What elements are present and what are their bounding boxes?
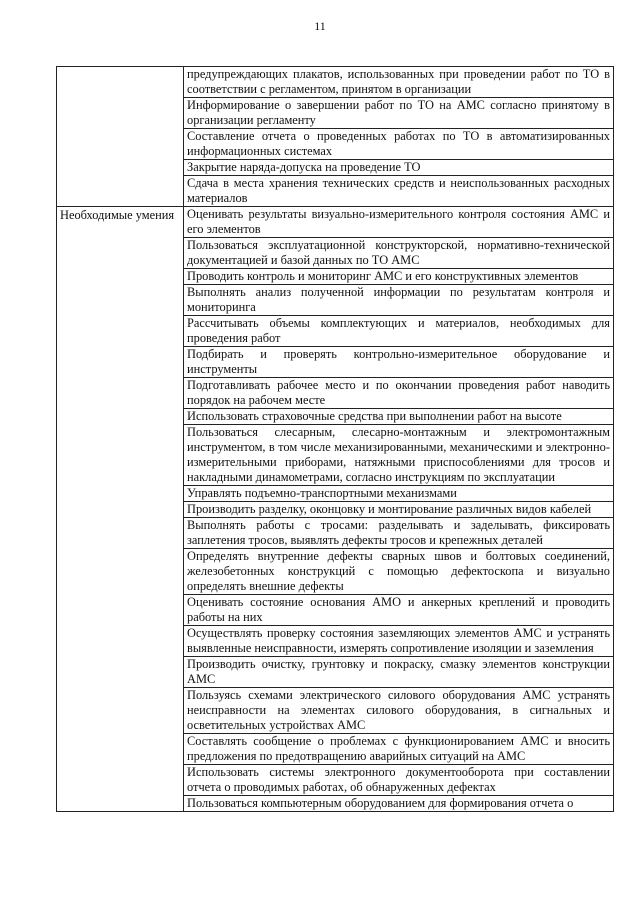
row-text: Составлять сообщение о проблемах с функционированием АМС и вносить предложения по предотвращению аварийных ситуаций на АМС: [184, 734, 614, 765]
row-text: Сдача в места хранения технических средств и неиспользованных расходных материалов: [184, 176, 614, 207]
row-text: Пользоваться слесарным, слесарно-монтажным и электромонтажным инструментом, в том числе механизированными, механическими и электронно-измерительными приборами, натяжными приспособлениями для тросов и накладными динамометрами, согласно инструкциям по эксплуатации: [184, 425, 614, 486]
row-text: Оценивать результаты визуально-измерительного контроля состояния АМС и его элементов: [184, 207, 614, 238]
row-text: Использовать страховочные средства при выполнении работ на высоте: [184, 409, 614, 425]
row-text: Осуществлять проверку состояния заземляющих элементов АМС и устранять выявленные неисправности, измерять сопротивление изоляции и заземления: [184, 626, 614, 657]
row-text: предупреждающих плакатов, использованных при проведении работ по ТО в соответствии с регламентом, принятом в организации: [184, 67, 614, 98]
table-row: [57, 207, 614, 238]
row-text: Рассчитывать объемы комплектующих и материалов, необходимых для проведения работ: [184, 316, 614, 347]
row-text: Управлять подъемно-транспортными механизмами: [184, 486, 614, 502]
row-text: Использовать системы электронного документооборота при составлении отчета о проводимых работах, об обнаруженных дефектах: [184, 765, 614, 796]
table-row: [57, 67, 614, 98]
section-label-cell-empty: [57, 67, 184, 207]
row-text: Закрытие наряда-допуска на проведение ТО: [184, 160, 614, 176]
section-label-cell: [57, 207, 184, 812]
row-text: Производить очистку, грунтовку и покраску, смазку элементов конструкции АМС: [184, 657, 614, 688]
row-text: Проводить контроль и мониторинг АМС и его конструктивных элементов: [184, 269, 614, 285]
row-text: Пользоваться эксплуатационной конструкторской, нормативно-технической документацией и базой данных по ТО АМС: [184, 238, 614, 269]
row-text: Выполнять анализ полученной информации по результатам контроля и мониторинга: [184, 285, 614, 316]
row-text: Оценивать состояние основания АМО и анкерных креплений и проводить работы на них: [184, 595, 614, 626]
row-text: Пользоваться компьютерным оборудованием для формирования отчета о: [184, 796, 614, 812]
skills-table-body: [57, 67, 614, 812]
row-text: Составление отчета о проведенных работах по ТО в автоматизированных информационных системах: [184, 129, 614, 160]
row-text: Подбирать и проверять контрольно-измерительное оборудование и инструменты: [184, 347, 614, 378]
section-label: Необходимые умения: [60, 208, 175, 222]
skills-table: [56, 66, 614, 812]
row-text: Выполнять работы с тросами: разделывать и заделывать, фиксировать заплетения тросов, выявлять дефекты тросов и крепежных деталей: [184, 518, 614, 549]
row-text: Информирование о завершении работ по ТО на АМС согласно принятому в организации регламенту: [184, 98, 614, 129]
row-text: Подготавливать рабочее место и по окончании проведения работ наводить порядок на рабочем месте: [184, 378, 614, 409]
page-number: 11: [314, 19, 326, 33]
row-text: Пользуясь схемами электрического силового оборудования АМС устранять неисправности на элементах силового оборудования, в сигнальных и осветительных устройствах АМС: [184, 688, 614, 734]
row-text: Производить разделку, оконцовку и монтирование различных видов кабелей: [184, 502, 614, 518]
row-text: Определять внутренние дефекты сварных швов и болтовых соединений, железобетонных конструкций с помощью дефектоскопа и визуально определять внешние дефекты: [184, 549, 614, 595]
